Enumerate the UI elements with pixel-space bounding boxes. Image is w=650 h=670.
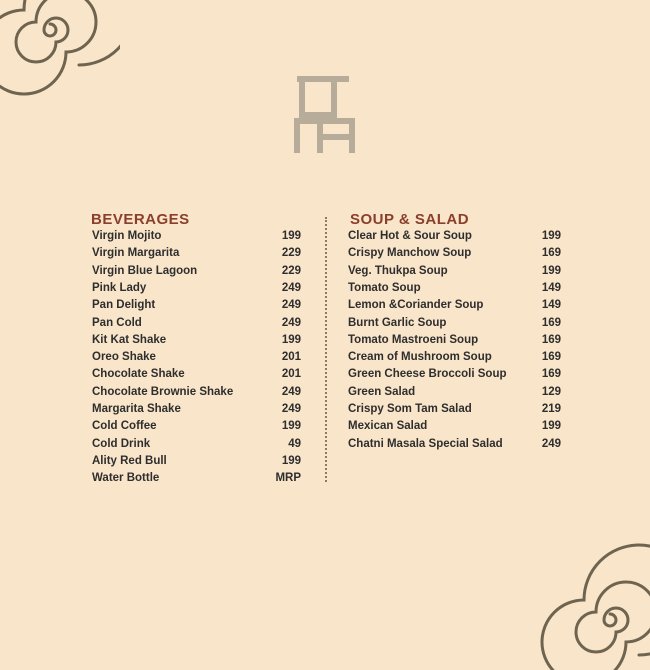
menu-item-name: Burnt Garlic Soup — [348, 316, 447, 329]
chatni-monogram-logo-icon — [294, 73, 356, 157]
menu-item-price: 169 — [541, 351, 561, 364]
menu-item-price: 249 — [281, 299, 301, 312]
menu-item-price: 199 — [541, 420, 561, 433]
menu-item-price: 219 — [541, 403, 561, 415]
menu-item — [348, 436, 561, 453]
menu-item — [92, 384, 301, 401]
menu-item-name: Pan Cold — [92, 316, 142, 329]
menu-item — [92, 349, 301, 366]
menu-item-name: Chatni Masala Special Salad — [348, 437, 503, 450]
menu-item — [92, 418, 301, 435]
menu-item — [92, 366, 301, 383]
menu-item-name: Green Salad — [348, 385, 416, 398]
menu-item-price: 49 — [288, 437, 301, 450]
menu-item — [348, 366, 561, 383]
menu-item-price: 249 — [281, 385, 301, 398]
menu-item-price: 199 — [281, 454, 301, 467]
menu-item-price: 249 — [281, 316, 301, 329]
menu-item — [348, 245, 561, 262]
menu-item-name: Tomato Soup — [348, 281, 421, 294]
menu-item — [348, 349, 561, 366]
menu-item-name: Pink Lady — [92, 281, 147, 294]
menu-item-price: 229 — [281, 247, 301, 260]
menu-item-price: 199 — [281, 420, 301, 433]
menu-item-price: 201 — [281, 351, 301, 364]
menu-item-price: 229 — [281, 264, 301, 277]
menu-item-price: 249 — [281, 403, 301, 415]
menu-item-price: 199 — [281, 333, 301, 346]
menu-item-price: 149 — [541, 299, 561, 312]
menu-item — [348, 315, 561, 332]
swirl-decoration-icon — [530, 540, 650, 670]
menu-item-name: Cream of Mushroom Soup — [348, 351, 492, 364]
menu-item — [92, 453, 301, 470]
column-divider — [325, 217, 327, 482]
menu-item-name: Ality Red Bull — [92, 454, 167, 467]
menu-item — [92, 263, 301, 280]
menu-item-name: Veg. Thukpa Soup — [348, 264, 448, 277]
menu-item — [348, 418, 561, 435]
menu-item-price: 199 — [541, 264, 561, 277]
menu-item — [92, 332, 301, 349]
menu-item-price: 149 — [541, 281, 561, 294]
menu-item-name: Green Cheese Broccoli Soup — [348, 368, 507, 381]
menu-item-price: MRP — [275, 472, 301, 485]
menu-item-name: Lemon &Coriander Soup — [348, 299, 484, 312]
menu-item — [92, 401, 301, 418]
menu-item-name: Pan Delight — [92, 299, 156, 312]
menu-item — [348, 401, 561, 418]
menu-item-name: Crispy Som Tam Salad — [348, 403, 472, 415]
menu-item-name: Margarita Shake — [92, 403, 181, 415]
menu-item-price: 129 — [541, 385, 561, 398]
menu-item-name: Chocolate Brownie Shake — [92, 385, 234, 398]
menu-item-price: 169 — [541, 368, 561, 381]
menu-item — [348, 228, 561, 245]
menu-item-name: Cold Drink — [92, 437, 151, 450]
menu-item — [92, 228, 301, 245]
menu-item-price: 201 — [281, 368, 301, 381]
menu-item-name: Chocolate Shake — [92, 368, 185, 381]
menu-item-name: Cold Coffee — [92, 420, 157, 433]
menu-item — [92, 315, 301, 332]
swirl-decoration-icon — [0, 0, 120, 100]
menu-item-name: Virgin Margarita — [92, 247, 180, 260]
menu-item — [92, 436, 301, 453]
menu-item-price: 169 — [541, 316, 561, 329]
beverages-title: BEVERAGES — [91, 211, 190, 228]
menu-item — [92, 245, 301, 262]
menu-item-name: Clear Hot & Sour Soup — [348, 230, 472, 242]
menu-item — [348, 263, 561, 280]
menu-item-price: 249 — [541, 437, 561, 450]
menu-item — [348, 297, 561, 314]
menu-item-price: 249 — [281, 281, 301, 294]
menu-item — [92, 297, 301, 314]
menu-item — [348, 280, 561, 297]
menu-item — [92, 470, 301, 487]
menu-item-name: Virgin Blue Lagoon — [92, 264, 198, 277]
menu-item-price: 169 — [541, 333, 561, 346]
menu-item-name: Kit Kat Shake — [92, 333, 167, 346]
menu-item-price: 199 — [541, 230, 561, 242]
menu-item-name: Water Bottle — [92, 472, 160, 485]
menu-item — [348, 384, 561, 401]
menu-item-name: Mexican Salad — [348, 420, 428, 433]
menu-item-price: 199 — [281, 230, 301, 242]
soup-salad-title: SOUP & SALAD — [350, 211, 470, 228]
menu-item-price: 169 — [541, 247, 561, 260]
menu-item — [348, 332, 561, 349]
menu-item-name: Crispy Manchow Soup — [348, 247, 472, 260]
menu-item-name: Virgin Mojito — [92, 230, 162, 242]
menu-item-name: Oreo Shake — [92, 351, 156, 364]
menu-item-name: Tomato Mastroeni Soup — [348, 333, 479, 346]
menu-item — [92, 280, 301, 297]
